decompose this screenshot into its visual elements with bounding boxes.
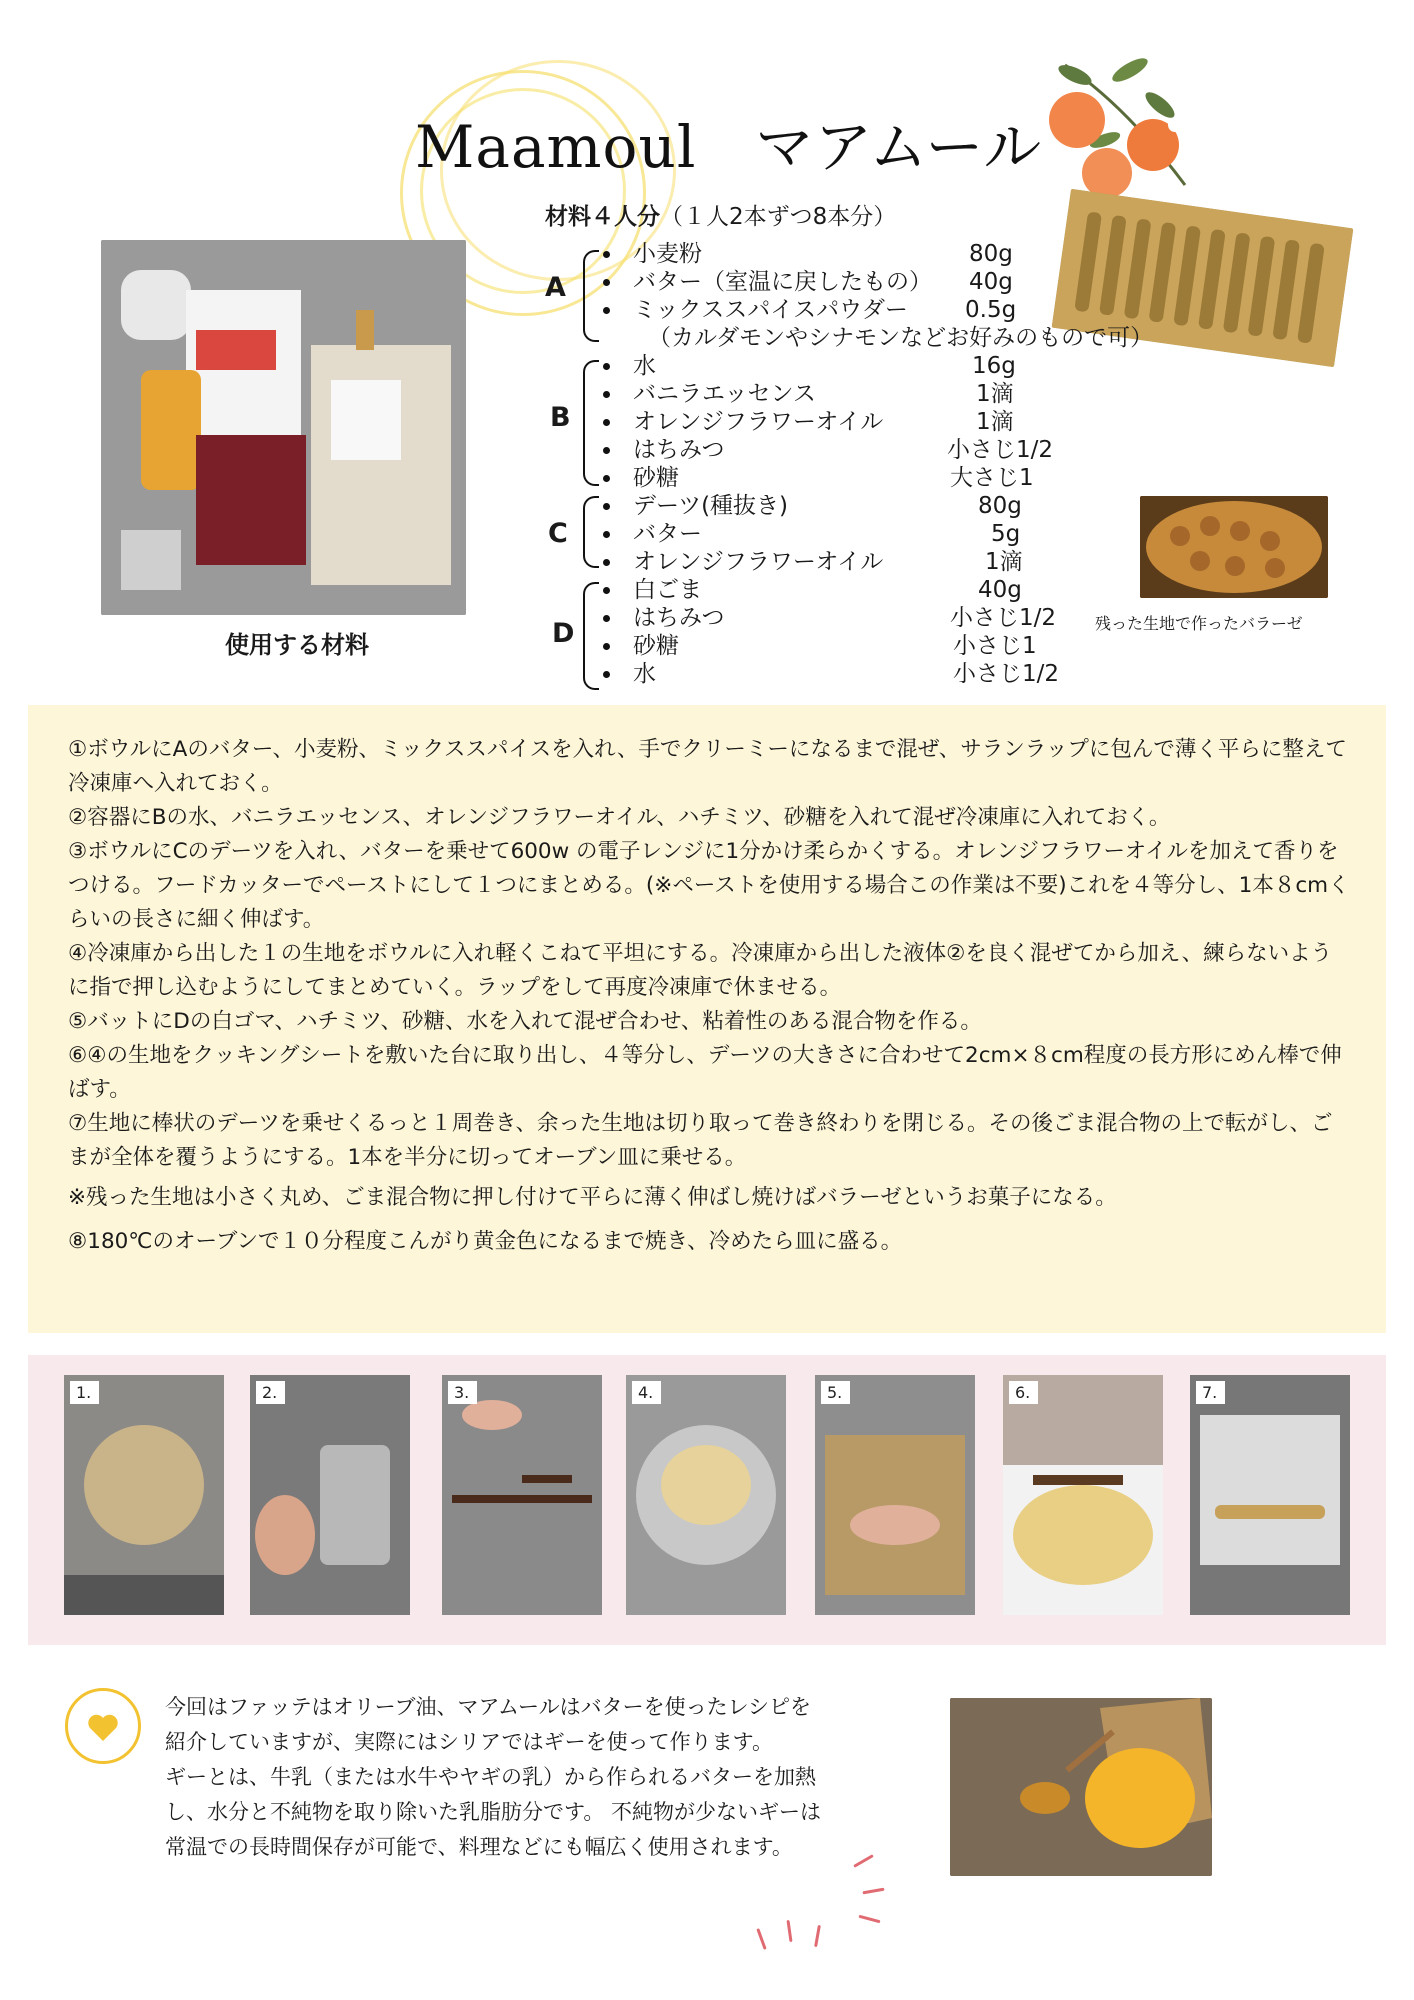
step-3: ③ボウルにCのデーツを入れ、バターを乗せて600w の電子レンジに1分かけ柔らかくする。オレンジフラワーオイルを加えて香りをつける。フードカッターでペーストにして１つにまとめる。(※ペーストを使用する場合この作業は不要)これを４等分し、1本８cmくらいの長さに細く伸ばす。 [68,839,1350,932]
process-photo-5: 5. [815,1375,975,1615]
ingredient-row: はちみつ 小さじ1/2 [603,436,1203,464]
process-photo-1: 1. [64,1375,224,1615]
ghee-note [165,1690,825,1865]
process-photo-2: 2. [250,1375,410,1615]
materials-heading-bold: 材料４人分 [545,204,660,230]
group-letter-a: A [545,272,566,303]
step-2: ②容器にBの水、バニラエッセンス、オレンジフラワーオイル、ハチミツ、砂糖を入れて混ぜ冷凍庫に入れておく。 [68,805,1171,830]
spark-decoration [858,1915,880,1924]
process-photo-3: 3. [442,1375,602,1615]
step-8: ⑧180℃のオーブンで１０分程度こんがり黄金色になるまで焼き、冷めたら皿に盛る。 [68,1229,903,1254]
ingredient-row: 砂糖 大さじ1 [603,464,1203,492]
step-1: ①ボウルにAのバター、小麦粉、ミックススパイスを入れ、手でクリーミーになるまで混ぜ、サランラップに包んで薄く平らに整えて冷凍庫へ入れておく。 [68,737,1347,796]
group-b-brace [583,360,599,486]
ingredient-row: バター（室温に戻したもの） 40g [603,268,1203,296]
spark-decoration [786,1920,792,1942]
ingredient-note: （カルダモンやシナモンなどお好みのもので可） [648,325,1154,351]
ingredient-row: バター 5g [603,520,1203,548]
ingredient-row: デーツ(種抜き) 80g [603,492,1203,520]
page-title: Maamoul マアムール [415,113,1043,181]
spark-decoration [853,1854,874,1868]
orange-branch-illustration [1035,45,1205,205]
group-d-brace [583,582,599,690]
step-note: ※残った生地は小さく丸め、ごま混合物に押し付けて平らに薄く伸ばし焼けばバラーゼというお菓子になる。 [68,1185,1117,1210]
ingredient-row: オレンジフラワーオイル 1滴 [603,548,1203,576]
heart-icon [65,1688,141,1764]
spark-decoration [814,1925,821,1947]
ingredient-row: オレンジフラワーオイル 1滴 [603,408,1203,436]
instruction-steps [68,733,1353,1259]
step-7: ⑦生地に棒状のデーツを乗せくるっと１周巻き、余った生地は切り取って巻き終わりを閉じる。その後ごま混合物の上で転がし、ごまが全体を覆うようにする。1本を半分に切ってオーブン皿に乗せる。 [68,1111,1333,1170]
group-a-brace [583,250,599,342]
process-photo-7: 7. [1190,1375,1350,1615]
group-letter-c: C [548,518,568,549]
barazek-photo [1140,496,1328,598]
step-4: ④冷凍庫から出した１の生地をボウルに入れ軽くこねて平坦にする。冷凍庫から出した液体②を良く混ぜてから加え、練らないように指で押し込むようにしてまとめていく。ラップをして再度冷凍庫で休ませる。 [68,941,1333,1000]
step-5: ⑤バットにDの白ゴマ、ハチミツ、砂糖、水を入れて混ぜ合わせ、粘着性のある混合物を作る。 [68,1009,982,1034]
materials-heading-rest: （１人2本ずつ8本分） [660,204,897,230]
spark-decoration [756,1928,766,1950]
ghee-photo [950,1698,1212,1876]
ingredient-row: 砂糖 小さじ1 [603,632,1203,660]
process-photo-6: 6. [1003,1375,1163,1615]
group-c-brace [583,496,599,568]
ingredients-photo-caption: 使用する材料 [225,631,369,659]
spark-decoration [862,1888,884,1895]
ghee-paragraph-2: ギーとは、牛乳（または水牛やヤギの乳）から作られるバターを加熱し、水分と不純物を取り除いた乳脂肪分です。 不純物が少ないギーは常温での長時間保存が可能で、料理などにも幅広く使用されます。 [165,1765,821,1859]
ingredient-row: 水 16g [603,352,1203,380]
ingredient-row: 小麦粉 80g [603,240,1203,268]
ingredients-photo [101,240,466,615]
process-photo-4: 4. [626,1375,786,1615]
ingredient-row: バニラエッセンス 1滴 [603,380,1203,408]
step-6: ⑥④の生地をクッキングシートを敷いた台に取り出し、４等分し、デーツの大きさに合わせて2cm×８cm程度の長方形にめん棒で伸ばす。 [68,1043,1342,1102]
materials-heading [545,198,896,231]
group-letter-d: D [552,618,575,649]
ingredient-row: 白ごま 40g [603,576,1203,604]
group-letter-b: B [550,402,571,433]
barazek-caption: 残った生地で作ったバラーゼ [1095,614,1303,633]
ingredient-row: ミックススパイスパウダー 0.5g [603,296,1203,324]
ghee-paragraph-1: 今回はファッテはオリーブ油、マアムールはバターを使ったレシピを紹介していますが、実際にはシリアではギーを使って作ります。 [165,1695,812,1754]
ingredient-row: はちみつ 小さじ1/2 [603,604,1203,632]
ingredient-row: 水 小さじ1/2 [603,660,1203,688]
